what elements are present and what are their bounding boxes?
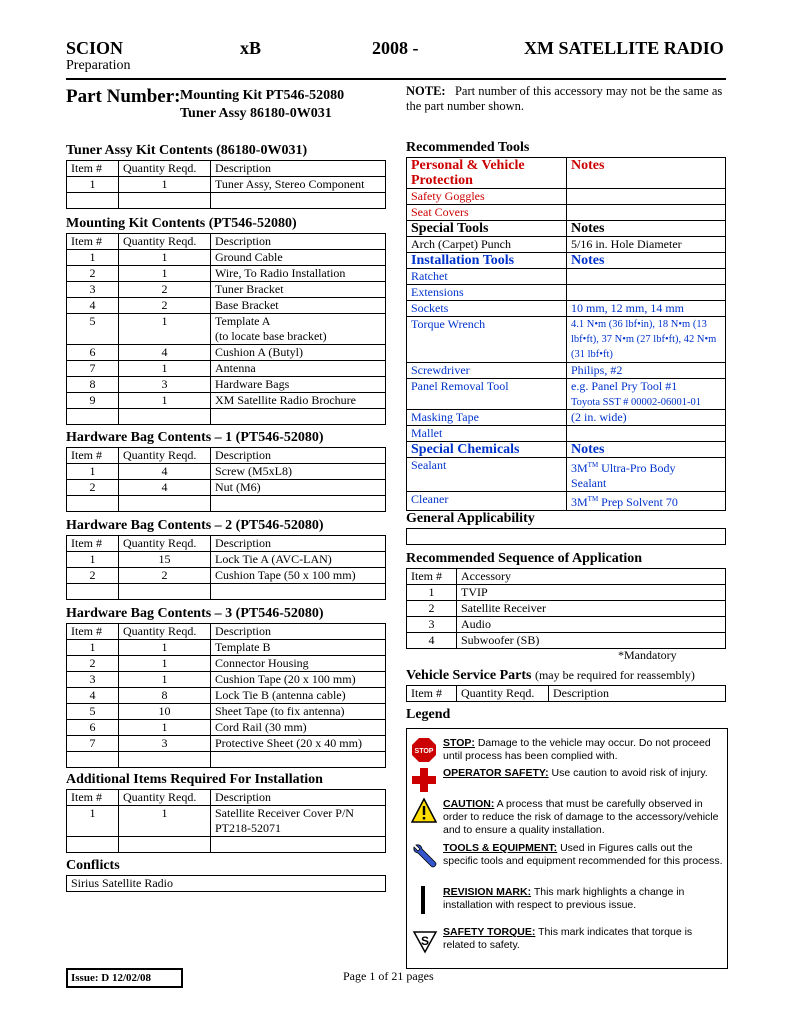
cell: Masking Tape: [407, 410, 567, 426]
cell: 3: [67, 282, 119, 298]
cell: Screwdriver: [407, 363, 567, 379]
additional-table: [66, 789, 386, 853]
note: [406, 84, 726, 114]
table-row: [67, 656, 386, 672]
cell: 8: [67, 377, 119, 393]
legend-box: [406, 728, 728, 969]
cell: Mallet: [407, 426, 567, 442]
cell: Sheet Tape (to fix antenna): [211, 704, 386, 720]
cell: 2: [67, 480, 119, 496]
table-row: [67, 640, 386, 656]
cell: 4: [119, 345, 211, 361]
cell: 3: [119, 736, 211, 752]
service-title-text: Vehicle Service Parts: [406, 668, 532, 683]
part-number-kit: Mounting Kit PT546-52080: [180, 88, 345, 103]
service-table: [406, 685, 726, 702]
tools-header-row: [407, 158, 726, 189]
cell: [119, 409, 211, 425]
cell-line: Sealant: [571, 476, 607, 490]
cell: [119, 496, 211, 512]
table-row: [407, 458, 726, 492]
table-row: [67, 837, 386, 853]
table-row: [67, 250, 386, 266]
cell: Base Bracket: [211, 298, 386, 314]
table-row: [67, 584, 386, 600]
table-row: [407, 269, 726, 285]
cell: [67, 584, 119, 600]
col-desc: Description: [211, 790, 386, 806]
table-row: [407, 237, 726, 253]
cell: [67, 193, 119, 209]
cell-line: Ultra-Pro Body: [598, 461, 676, 475]
conflicts-title: Conflicts: [66, 858, 120, 873]
col-item: Item #: [407, 686, 457, 702]
bag2-table: [66, 535, 386, 600]
legend-label: OPERATOR SAFETY:: [443, 767, 549, 779]
table-row: [67, 876, 386, 892]
caution-triangle-icon: [411, 798, 437, 824]
tm-mark: TM: [587, 495, 599, 503]
cell: Nut (M6): [211, 480, 386, 496]
col-desc: Description: [211, 624, 386, 640]
legend-label: STOP:: [443, 737, 475, 749]
header-rule: [66, 78, 726, 80]
tools-table: [406, 157, 726, 511]
cell: 2: [119, 298, 211, 314]
cell: 1: [119, 266, 211, 282]
cell: Tuner Bracket: [211, 282, 386, 298]
cell: 1: [119, 177, 211, 193]
legend-title: Legend: [406, 707, 451, 722]
cell: 1: [67, 806, 119, 837]
col-desc: Description: [211, 161, 386, 177]
table-row: [67, 480, 386, 496]
cell: 5: [67, 704, 119, 720]
cell: [211, 752, 386, 768]
cell: 1: [119, 314, 211, 345]
cell: Panel Removal Tool: [407, 379, 567, 410]
tools-header-row: [407, 442, 726, 458]
header-year: 2008 -: [372, 38, 419, 58]
col-accessory: Accessory: [457, 569, 726, 585]
cell: 4: [119, 464, 211, 480]
header-title: XM SATELLITE RADIO: [524, 38, 724, 58]
tuner-kit-table: [66, 160, 386, 209]
table-row: [407, 285, 726, 301]
part-number-label: Part Number:: [66, 86, 181, 107]
table-row: [67, 752, 386, 768]
part-number-tuner: Tuner Assy 86180-0W031: [180, 106, 332, 121]
cell-line: e.g. Panel Pry Tool #1: [571, 379, 678, 393]
cell: 4: [67, 688, 119, 704]
cell: Extensions: [407, 285, 567, 301]
table-row: [67, 193, 386, 209]
cell-line: 3M: [571, 461, 588, 475]
bag1-title: Hardware Bag Contents – 1 (PT546-52080): [66, 430, 324, 445]
cell: 7: [67, 361, 119, 377]
table-row: [407, 379, 726, 410]
table-row: [67, 704, 386, 720]
cell: 3: [407, 617, 457, 633]
wrench-icon: [411, 842, 439, 870]
cell: [119, 752, 211, 768]
tools-header-row: [407, 253, 726, 269]
legend-label: REVISION MARK:: [443, 886, 532, 898]
table-row: [67, 672, 386, 688]
note-text: Part number of this accessory may not be the same as the part number shown.: [406, 84, 723, 113]
cell: Cushion Tape (50 x 100 mm): [211, 568, 386, 584]
cell: Audio: [457, 617, 726, 633]
table-row: [407, 301, 726, 317]
cell: Screw (M5xL8): [211, 464, 386, 480]
cell: [567, 379, 726, 410]
table-row: [67, 282, 386, 298]
table-row: [67, 345, 386, 361]
issue-box: Issue: D 12/02/08: [66, 968, 183, 988]
col-qty: Quantity Reqd.: [119, 790, 211, 806]
cell: 2: [67, 266, 119, 282]
col-desc: Description: [211, 536, 386, 552]
table-row: [67, 314, 386, 345]
legend-text: Use caution to avoid risk of injury.: [548, 767, 708, 779]
table-header-row: [67, 624, 386, 640]
cell: Hardware Bags: [211, 377, 386, 393]
table-row: [407, 363, 726, 379]
mandatory-note: *Mandatory: [618, 648, 677, 662]
cell: Connector Housing: [211, 656, 386, 672]
legend-label: SAFETY TORQUE:: [443, 926, 536, 938]
cell: Subwoofer (SB): [457, 633, 726, 649]
cell: Special Tools: [407, 221, 567, 237]
col-desc: Description: [211, 448, 386, 464]
cell: [67, 409, 119, 425]
col-qty: Quantity Reqd.: [457, 686, 549, 702]
table-row: [67, 298, 386, 314]
cell: 2: [119, 282, 211, 298]
table-row: [407, 601, 726, 617]
cell: 1: [119, 672, 211, 688]
cell: 4: [119, 480, 211, 496]
table-row: [67, 177, 386, 193]
table-row: [407, 492, 726, 511]
col-qty: Quantity Reqd.: [119, 448, 211, 464]
table-row: [67, 720, 386, 736]
table-header-row: [67, 448, 386, 464]
cell: [567, 205, 726, 221]
tools-header-row: [407, 221, 726, 237]
legend-text: This mark indicates that torque is related to safety.: [443, 926, 693, 951]
cell: Notes: [567, 158, 726, 189]
cell-line: (to locate base bracket): [215, 329, 327, 343]
cell: 1: [119, 656, 211, 672]
cell: [211, 409, 386, 425]
cell: [119, 584, 211, 600]
col-desc: Description: [211, 234, 386, 250]
cell: Cushion A (Butyl): [211, 345, 386, 361]
cell: 1: [67, 552, 119, 568]
cell: [211, 314, 386, 345]
cell: Tuner Assy, Stereo Component: [211, 177, 386, 193]
table-header-row: [407, 569, 726, 585]
cell: 2: [407, 601, 457, 617]
cell: [211, 496, 386, 512]
cell: Sirius Satellite Radio: [67, 876, 386, 892]
table-row: [407, 633, 726, 649]
cell: [211, 837, 386, 853]
legend-text: This mark highlights a change in installation with respect to previous issue.: [443, 886, 685, 911]
tools-title: Recommended Tools: [406, 140, 530, 155]
cell: 5/16 in. Hole Diameter: [567, 237, 726, 253]
table-row: [67, 464, 386, 480]
legend-text: Damage to the vehicle may occur. Do not proceed until process has been complied with.: [443, 737, 711, 762]
cell: [567, 189, 726, 205]
bag2-title: Hardware Bag Contents – 2 (PT546-52080): [66, 518, 324, 533]
note-label: NOTE:: [406, 84, 446, 98]
cell: [567, 458, 726, 492]
cell: 1: [119, 361, 211, 377]
cell: [211, 584, 386, 600]
table-row: [67, 361, 386, 377]
bag1-table: [66, 447, 386, 512]
col-item: Item #: [67, 624, 119, 640]
legend-label: TOOLS & EQUIPMENT:: [443, 842, 558, 854]
cell: 10 mm, 12 mm, 14 mm: [567, 301, 726, 317]
cell: Notes: [567, 221, 726, 237]
cell: [119, 837, 211, 853]
cell: Cushion Tape (20 x 100 mm): [211, 672, 386, 688]
cell: [567, 285, 726, 301]
cell: 1: [119, 393, 211, 409]
cell-line: Template A: [215, 314, 271, 328]
cell: [211, 193, 386, 209]
legend-label: CAUTION:: [443, 798, 495, 810]
cell: 1: [119, 250, 211, 266]
bag3-title: Hardware Bag Contents – 3 (PT546-52080): [66, 606, 324, 621]
col-qty: Quantity Reqd.: [119, 234, 211, 250]
section-label: Preparation: [66, 58, 131, 73]
table-row: [67, 806, 386, 837]
cell: 9: [67, 393, 119, 409]
cell: 1: [67, 177, 119, 193]
cell: [67, 837, 119, 853]
col-item: Item #: [67, 448, 119, 464]
cell: Personal & Vehicle Protection: [407, 158, 567, 189]
cell-line: 3M: [571, 495, 588, 509]
cell: (2 in. wide): [567, 410, 726, 426]
table-row: [407, 205, 726, 221]
table-row: [407, 585, 726, 601]
cell: 1: [67, 640, 119, 656]
cell: [67, 496, 119, 512]
cell: Lock Tie A (AVC-LAN): [211, 552, 386, 568]
table-header-row: [67, 161, 386, 177]
cell: 1: [119, 720, 211, 736]
bag3-table: [66, 623, 386, 768]
cell: [567, 269, 726, 285]
mounting-kit-table: [66, 233, 386, 425]
cell: [119, 193, 211, 209]
cell: XM Satellite Radio Brochure: [211, 393, 386, 409]
cell: Notes: [567, 253, 726, 269]
cell-line: PT218-52071: [215, 821, 281, 835]
cell: 3: [119, 377, 211, 393]
col-item: Item #: [67, 161, 119, 177]
col-item: Item #: [407, 569, 457, 585]
table-row: [407, 410, 726, 426]
table-row: [67, 736, 386, 752]
cell: TVIP: [457, 585, 726, 601]
cell: Cleaner: [407, 492, 567, 511]
col-item: Item #: [67, 234, 119, 250]
table-row: [67, 393, 386, 409]
legend-text: Used in Figures calls out the specific tools and equipment recommended for this process.: [443, 842, 723, 867]
general-title: General Applicability: [406, 511, 535, 526]
col-item: Item #: [67, 790, 119, 806]
service-subtitle: (may be required for reassembly): [534, 668, 695, 682]
cell: 2: [67, 656, 119, 672]
cell: Installation Tools: [407, 253, 567, 269]
cell: 1: [407, 585, 457, 601]
table-header-row: [67, 234, 386, 250]
table-row: [407, 617, 726, 633]
conflicts-table: [66, 875, 386, 892]
cell-line: Toyota SST # 00002-06001-01: [571, 397, 702, 408]
cell: Arch (Carpet) Punch: [407, 237, 567, 253]
sequence-title: Recommended Sequence of Application: [406, 551, 643, 566]
col-qty: Quantity Reqd.: [119, 161, 211, 177]
table-row: [407, 426, 726, 442]
col-qty: Quantity Reqd.: [119, 624, 211, 640]
svg-text:S: S: [420, 934, 430, 948]
table-header-row: [407, 686, 726, 702]
cell: Seat Covers: [407, 205, 567, 221]
sequence-table: [406, 568, 726, 649]
additional-title: Additional Items Required For Installation: [66, 772, 323, 787]
cell-line: Prep Solvent 70: [598, 495, 678, 509]
cell: Torque Wrench: [407, 317, 567, 363]
cell-line: Satellite Receiver Cover P/N: [215, 806, 354, 820]
cell: Ratchet: [407, 269, 567, 285]
table-row: [407, 189, 726, 205]
cell: Antenna: [211, 361, 386, 377]
cell: 10: [119, 704, 211, 720]
cell: 1: [119, 806, 211, 837]
cell: Philips, #2: [567, 363, 726, 379]
svg-text:STOP: STOP: [414, 748, 434, 755]
cell: 6: [67, 345, 119, 361]
cell: Lock Tie B (antenna cable): [211, 688, 386, 704]
cell: 4.1 N•m (36 lbf•in), 18 N•m (13 lbf•ft), 37 N•m (27 lbf•ft), 42 N•m (31 lbf•ft): [567, 317, 726, 363]
table-row: [67, 552, 386, 568]
cell: 4: [67, 298, 119, 314]
revision-bar-icon: [411, 886, 437, 914]
cell: 15: [119, 552, 211, 568]
table-header-row: [67, 536, 386, 552]
cell: Protective Sheet (20 x 40 mm): [211, 736, 386, 752]
tuner-kit-title: Tuner Assy Kit Contents (86180-0W031): [66, 143, 308, 158]
cell: Notes: [567, 442, 726, 458]
cell: 3: [67, 672, 119, 688]
table-row: [67, 266, 386, 282]
cell: Template B: [211, 640, 386, 656]
safety-torque-icon: [411, 926, 439, 954]
cell: Wire, To Radio Installation: [211, 266, 386, 282]
cell: Sealant: [407, 458, 567, 492]
cell: Cord Rail (30 mm): [211, 720, 386, 736]
cell: 1: [119, 640, 211, 656]
cell: Safety Goggles: [407, 189, 567, 205]
col-desc: Description: [549, 686, 726, 702]
cell: 7: [67, 736, 119, 752]
cell: 6: [67, 720, 119, 736]
table-row: [407, 317, 726, 363]
cell: 4: [407, 633, 457, 649]
cell: 8: [119, 688, 211, 704]
cell: 2: [119, 568, 211, 584]
cell: [67, 752, 119, 768]
cell: 2: [67, 568, 119, 584]
red-cross-icon: [411, 767, 437, 793]
header-model: xB: [240, 38, 262, 58]
page-number: Page 1 of 21 pages: [343, 969, 434, 983]
table-header-row: [67, 790, 386, 806]
cell: Ground Cable: [211, 250, 386, 266]
cell: 1: [67, 464, 119, 480]
cell: [567, 426, 726, 442]
table-row: [67, 496, 386, 512]
tm-mark: TM: [587, 461, 599, 469]
general-box: [406, 528, 726, 545]
service-title: [406, 668, 695, 684]
cell: 5: [67, 314, 119, 345]
cell: Sockets: [407, 301, 567, 317]
header-make: SCION: [66, 38, 124, 58]
table-row: [67, 409, 386, 425]
col-qty: Quantity Reqd.: [119, 536, 211, 552]
table-row: [67, 568, 386, 584]
legend-text: A process that must be carefully observed in order to reduce the risk of damage to the accessory/vehicle and to ensure a quality installation.: [443, 798, 719, 836]
table-row: [67, 688, 386, 704]
stop-sign-icon: [411, 737, 437, 763]
mounting-kit-title: Mounting Kit Contents (PT546-52080): [66, 216, 297, 231]
table-row: [67, 377, 386, 393]
cell: Special Chemicals: [407, 442, 567, 458]
cell: [567, 492, 726, 511]
cell: 1: [67, 250, 119, 266]
col-item: Item #: [67, 536, 119, 552]
cell: [211, 806, 386, 837]
cell: Satellite Receiver: [457, 601, 726, 617]
